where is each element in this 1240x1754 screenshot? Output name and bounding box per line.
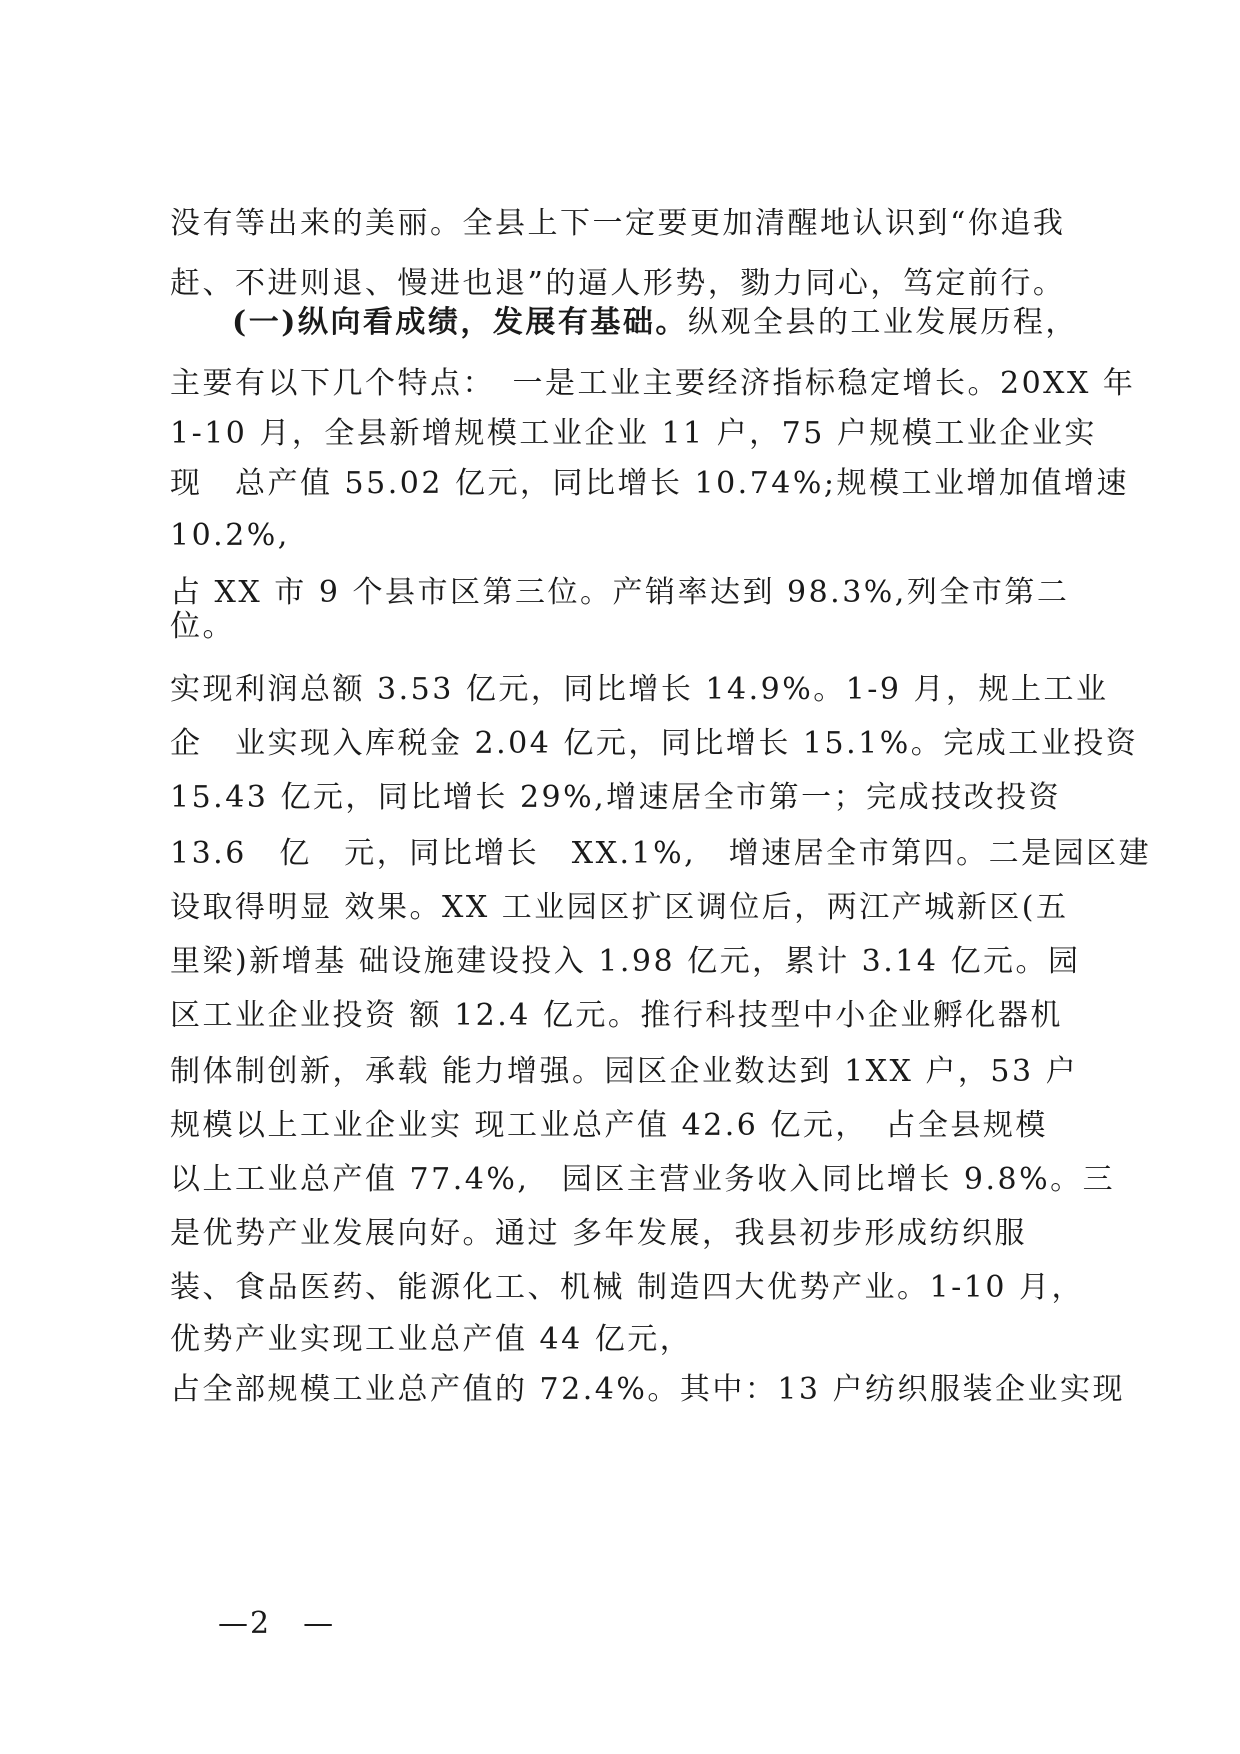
text-line: 以上工业总产值 77.4%, 园区主营业务收入同比增长 9.8%。三 [170,1162,1116,1197]
text-line: 占 XX 市 9 个县市区第三位。产销率达到 98.3%,列全市第二 [170,575,1070,610]
text-line: 设取得明显 效果。XX 工业园区扩区调位后，两江产城新区(五 [170,890,1069,925]
text-line: 赶、不进则退、慢进也退”的逼人形势，勠力同心，笃定前行。 [170,266,1066,301]
text-line: 10.2%, [170,518,290,553]
text-line: 现 总产值 55.02 亿元，同比增长 10.74%;规模工业增加值增速 [170,466,1129,501]
text-line: 区工业企业投资 额 12.4 亿元。推行科技型中小企业孵化器机 [170,998,1063,1033]
text-line: 1-10 月，全县新增规模工业企业 11 户，75 户规模工业企业实 [170,416,1097,451]
text-line: 位。 [170,609,235,644]
section-heading: (一)纵向看成绩，发展有基础。 [232,305,688,340]
text-span: 纵观全县的工业发展历程， [687,305,1078,340]
text-line: 13.6 亿 元，同比增长 XX.1%, 增速居全市第四。二是园区建 [170,836,1152,871]
text-line: 占全部规模工业总产值的 72.4%。其中：13 户纺织服装企业实现 [170,1372,1126,1407]
text-line: 企 业实现入库税金 2.04 亿元，同比增长 15.1%。完成工业投资 [170,726,1139,761]
text-line: 是优势产业发展向好。通过 多年发展，我县初步形成纺织服 [170,1216,1028,1251]
text-line: 优势产业实现工业总产值 44 亿元， [170,1322,693,1357]
page-number: —2 — [218,1606,336,1641]
text-line: 主要有以下几个特点： 一是工业主要经济指标稳定增长。20XX 年 [170,366,1136,401]
text-line: 装、食品医药、能源化工、机械 制造四大优势产业。1-10 月， [170,1270,1084,1305]
text-line: 实现利润总额 3.53 亿元，同比增长 14.9%。1-9 月，规上工业 [170,672,1109,707]
text-line: 15.43 亿元，同比增长 29%,增速居全市第一；完成技改投资 [170,780,1062,815]
section-heading-line [232,305,1078,341]
text-line: 没有等出来的美丽。全县上下一定要更加清醒地认识到“你追我 [170,206,1066,241]
text-line: 里梁)新增基 础设施建设投入 1.98 亿元，累计 3.14 亿元。园 [170,944,1081,979]
text-line: 规模以上工业企业实 现工业总产值 42.6 亿元， 占全县规模 [170,1108,1048,1143]
text-line: 制体制创新，承载 能力增强。园区企业数达到 1XX 户，53 户 [170,1054,1079,1089]
